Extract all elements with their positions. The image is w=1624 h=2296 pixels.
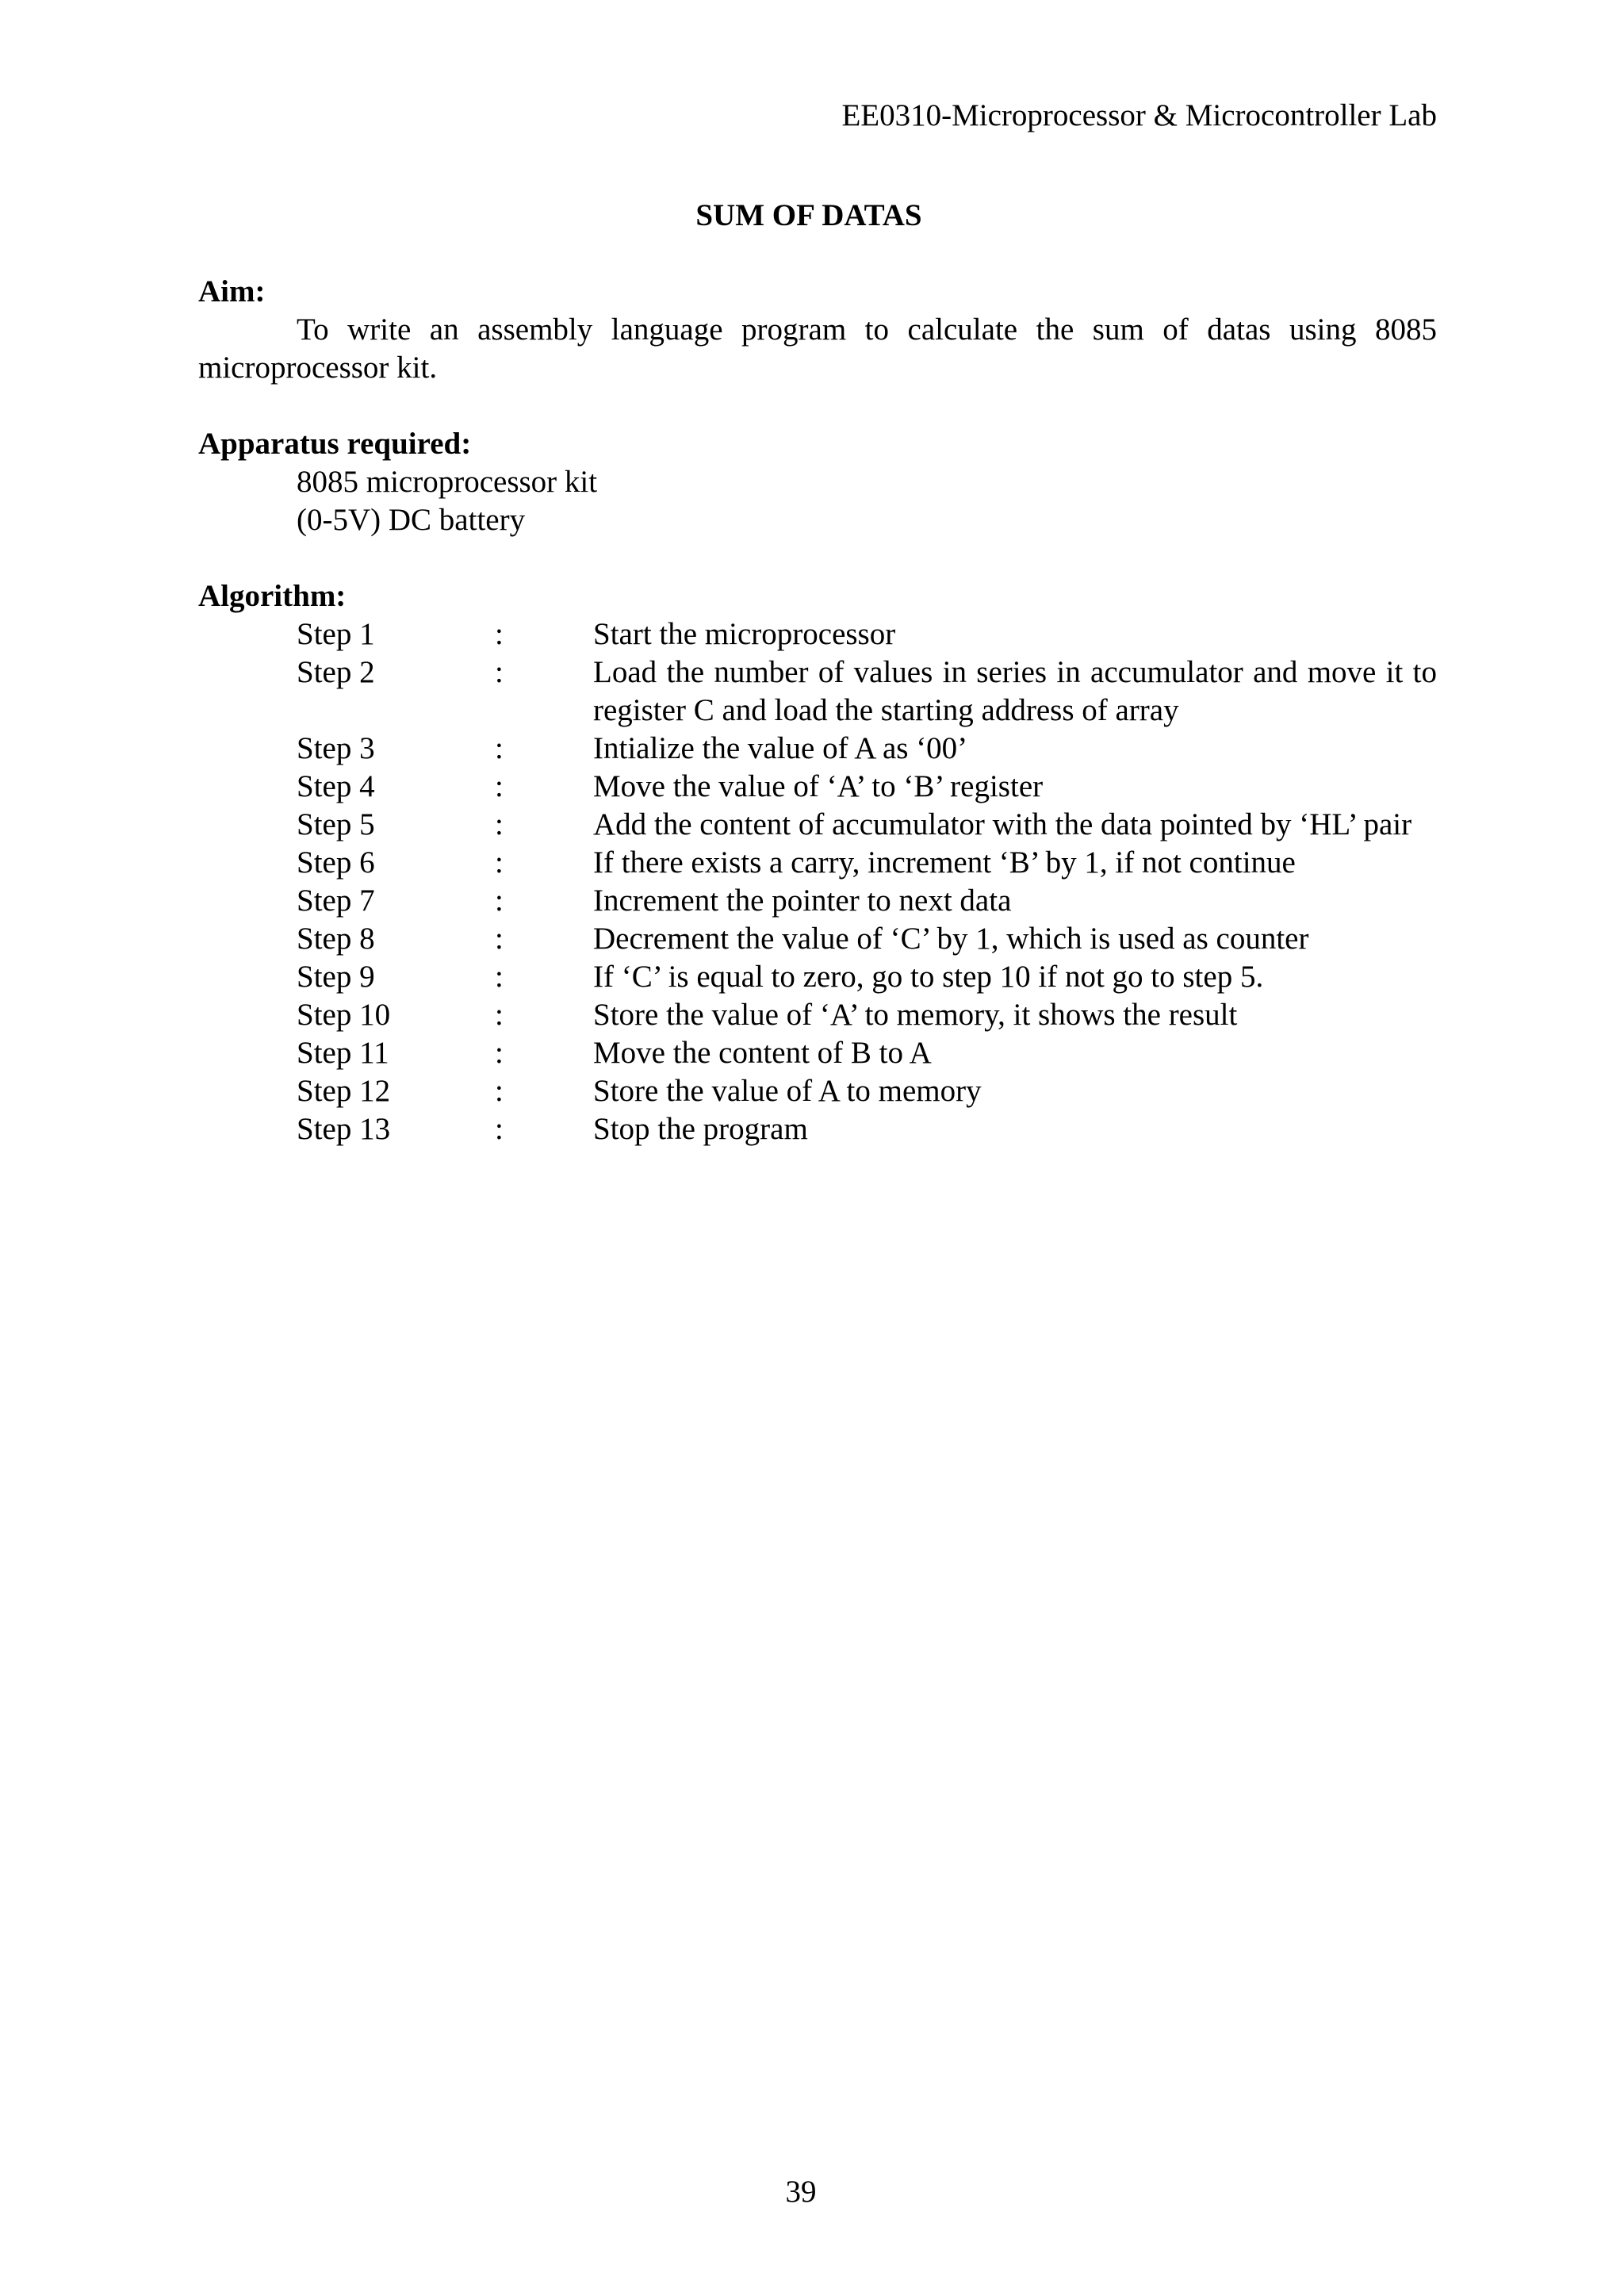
step-text: If ‘C’ is equal to zero, go to step 10 if not go to step 5. (593, 960, 1264, 994)
step-number: Step 8 (297, 922, 375, 956)
page-number-text: 39 (785, 2175, 817, 2209)
algorithm-step (198, 844, 1437, 882)
algorithm-step (198, 882, 1437, 920)
step-number: Step 7 (297, 884, 375, 918)
step-text: Increment the pointer to next data (593, 884, 1012, 918)
step-separator: : (495, 617, 504, 651)
step-number: Step 10 (297, 998, 391, 1032)
apparatus-item: (0-5V) DC battery (297, 503, 526, 537)
step-separator: : (495, 884, 504, 918)
algorithm-step (198, 1034, 1437, 1072)
step-separator: : (495, 1036, 504, 1070)
running-header: EE0310-Microprocessor & Microcontroller Lab (841, 98, 1437, 132)
algorithm-step (198, 1110, 1437, 1148)
step-text: If there exists a carry, increment ‘B’ by 1, if not continue (593, 845, 1296, 880)
step-text: Intialize the value of A as ‘00’ (593, 731, 968, 765)
aim-text: To write an assembly language program to calculate the sum of datas using 8085 microprocessor kit. (198, 312, 1437, 385)
apparatus-heading: Apparatus required: (198, 427, 472, 461)
step-number: Step 3 (297, 731, 375, 765)
step-text: Move the value of ‘A’ to ‘B’ register (593, 769, 1044, 803)
page-number (0, 2173, 1624, 2211)
apparatus-item: 8085 microprocessor kit (297, 465, 598, 499)
step-number: Step 9 (297, 960, 375, 994)
step-number: Step 2 (297, 655, 375, 689)
step-separator: : (495, 845, 504, 880)
document-body (198, 273, 1437, 1148)
step-number: Step 11 (297, 1036, 389, 1070)
step-separator: : (495, 1112, 504, 1146)
step-text: Add the content of accumulator with the data pointed by ‘HL’ pair (593, 807, 1412, 841)
step-number: Step 5 (297, 807, 375, 841)
step-number: Step 1 (297, 617, 375, 651)
step-separator: : (495, 1074, 504, 1108)
algorithm-step (198, 615, 1437, 654)
step-text: Start the microprocessor (593, 617, 896, 651)
algorithm-heading: Algorithm: (198, 579, 347, 613)
algorithm-step (198, 958, 1437, 996)
step-number: Step 6 (297, 845, 375, 880)
algorithm-step (198, 806, 1437, 844)
step-separator: : (495, 960, 504, 994)
algorithm-step (198, 920, 1437, 958)
step-text: Decrement the value of ‘C’ by 1, which is used as counter (593, 922, 1309, 956)
algorithm-step (198, 996, 1437, 1034)
step-separator: : (495, 998, 504, 1032)
algorithm-step (198, 730, 1437, 768)
step-text: Store the value of ‘A’ to memory, it shows the result (593, 998, 1238, 1032)
step-separator: : (495, 922, 504, 956)
step-text: Stop the program (593, 1112, 808, 1146)
aim-heading: Aim: (198, 274, 266, 309)
step-text: Store the value of A to memory (593, 1074, 982, 1108)
page-title (0, 197, 1624, 235)
step-separator: : (495, 769, 504, 803)
algorithm-steps (198, 615, 1437, 1148)
step-text: Move the content of B to A (593, 1036, 932, 1070)
step-text: Load the number of values in series in accumulator and move it to register C and load the starting address of array (593, 655, 1437, 727)
page-title-text: SUM OF DATAS (695, 198, 922, 232)
algorithm-step (198, 768, 1437, 806)
step-separator: : (495, 807, 504, 841)
step-number: Step 13 (297, 1112, 391, 1146)
algorithm-step (198, 1072, 1437, 1110)
step-separator: : (495, 655, 504, 689)
step-separator: : (495, 731, 504, 765)
algorithm-step (198, 654, 1437, 730)
step-number: Step 12 (297, 1074, 391, 1108)
step-number: Step 4 (297, 769, 375, 803)
